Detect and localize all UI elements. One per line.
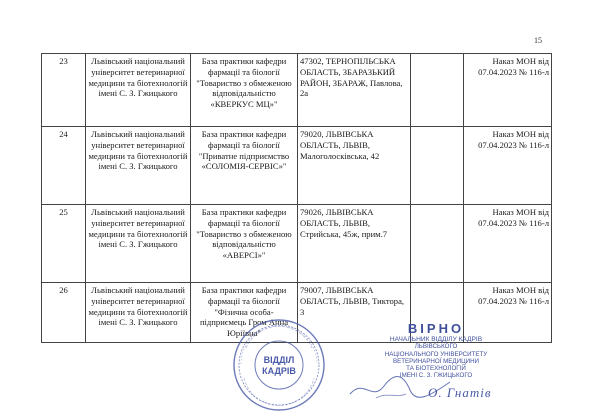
document-cell: Наказ МОН від 07.04.2023 № 116-л — [464, 283, 552, 343]
table-row — [42, 205, 552, 283]
certification-line: ВЕТЕРИНАРНОЇ МЕДИЦИНИ — [392, 357, 480, 365]
row-number: 25 — [42, 205, 86, 283]
row-number: 24 — [42, 127, 86, 205]
practice-base-cell: База практики кафедри фармації та біології "Приватне підприємство «СОЛОМІЯ-СЕРВІС»" — [191, 127, 298, 205]
address-cell: 79020, ЛЬВІВСЬКА ОБЛАСТЬ, ЛЬВІВ, Малоголосківська, 42 — [298, 127, 411, 205]
row-number: 23 — [42, 54, 86, 127]
empty-cell — [411, 127, 464, 205]
empty-cell — [411, 205, 464, 283]
row-number: 26 — [42, 283, 86, 343]
certification-word: ВІРНО — [407, 321, 465, 336]
document-cell: Наказ МОН від 07.04.2023 № 116-л — [464, 54, 552, 127]
registry-rows — [42, 54, 552, 343]
table-row — [42, 54, 552, 127]
organization-cell: Львівський національний університет ветеринарної медицини та біотехнологій імені С. З. Гжицького — [86, 205, 191, 283]
page-number: 15 — [534, 36, 542, 45]
address-cell: 79026, ЛЬВІВСЬКА ОБЛАСТЬ, ЛЬВІВ, Стрийська, 45ж, прим.7 — [298, 205, 411, 283]
address-cell: 79007, ЛЬВІВСЬКА ОБЛАСТЬ, ЛЬВІВ, Тиктора, 3 — [298, 283, 411, 343]
certification-line: НАЧАЛЬНИК ВІДДІЛУ КАДРІВ — [389, 336, 483, 343]
practice-base-cell: База практики кафедри фармації та біології "Фізична особа-підприємець Гром Анна Юріївна" — [191, 283, 298, 343]
certification-line: ТА БІОТЕХНОЛОГІЙ — [406, 365, 466, 373]
certification-line: ЛЬВІВСЬКОГО — [414, 343, 458, 351]
organization-cell: Львівський національний університет ветеринарної медицини та біотехнологій імені С. З. Гжицького — [86, 127, 191, 205]
document-cell: Наказ МОН від 07.04.2023 № 116-л — [464, 127, 552, 205]
certification-line: ІМЕНІ С. З. ГЖИЦЬКОГО — [399, 372, 473, 380]
certification-line: НАЦІОНАЛЬНОГО УНІВЕРСИТЕТУ — [384, 350, 488, 358]
organization-cell: Львівський національний університет ветеринарної медицини та біотехнологій імені С. З. Гжицького — [86, 54, 191, 127]
empty-cell — [411, 54, 464, 127]
stamp-line-1: ВІДДІЛ — [263, 355, 295, 365]
stamp-seal — [232, 318, 326, 412]
stamp-line-2: КАДРІВ — [262, 366, 296, 376]
practice-base-cell: База практики кафедри фармації та біології "Товариство з обмеженою відповідальністю «КВЕРКУС МЦ»" — [191, 54, 298, 127]
document-cell: Наказ МОН від 07.04.2023 № 116-л — [464, 205, 552, 283]
practice-base-cell: База практики кафедри фармації та біології "Товариство з обмеженою відповідальністю «АВЕРСІ»" — [191, 205, 298, 283]
signature: О. Гнатів — [428, 385, 492, 400]
table-row — [42, 127, 552, 205]
registry-table — [41, 53, 552, 343]
organization-cell: Львівський національний університет ветеринарної медицини та біотехнологій імені С. З. Гжицького — [86, 283, 191, 343]
address-cell: 47302, ТЕРНОПІЛЬСЬКА ОБЛАСТЬ, ЗБАРАЗЬКИЙ РАЙОН, ЗБАРАЖ, Павлова, 2а — [298, 54, 411, 127]
